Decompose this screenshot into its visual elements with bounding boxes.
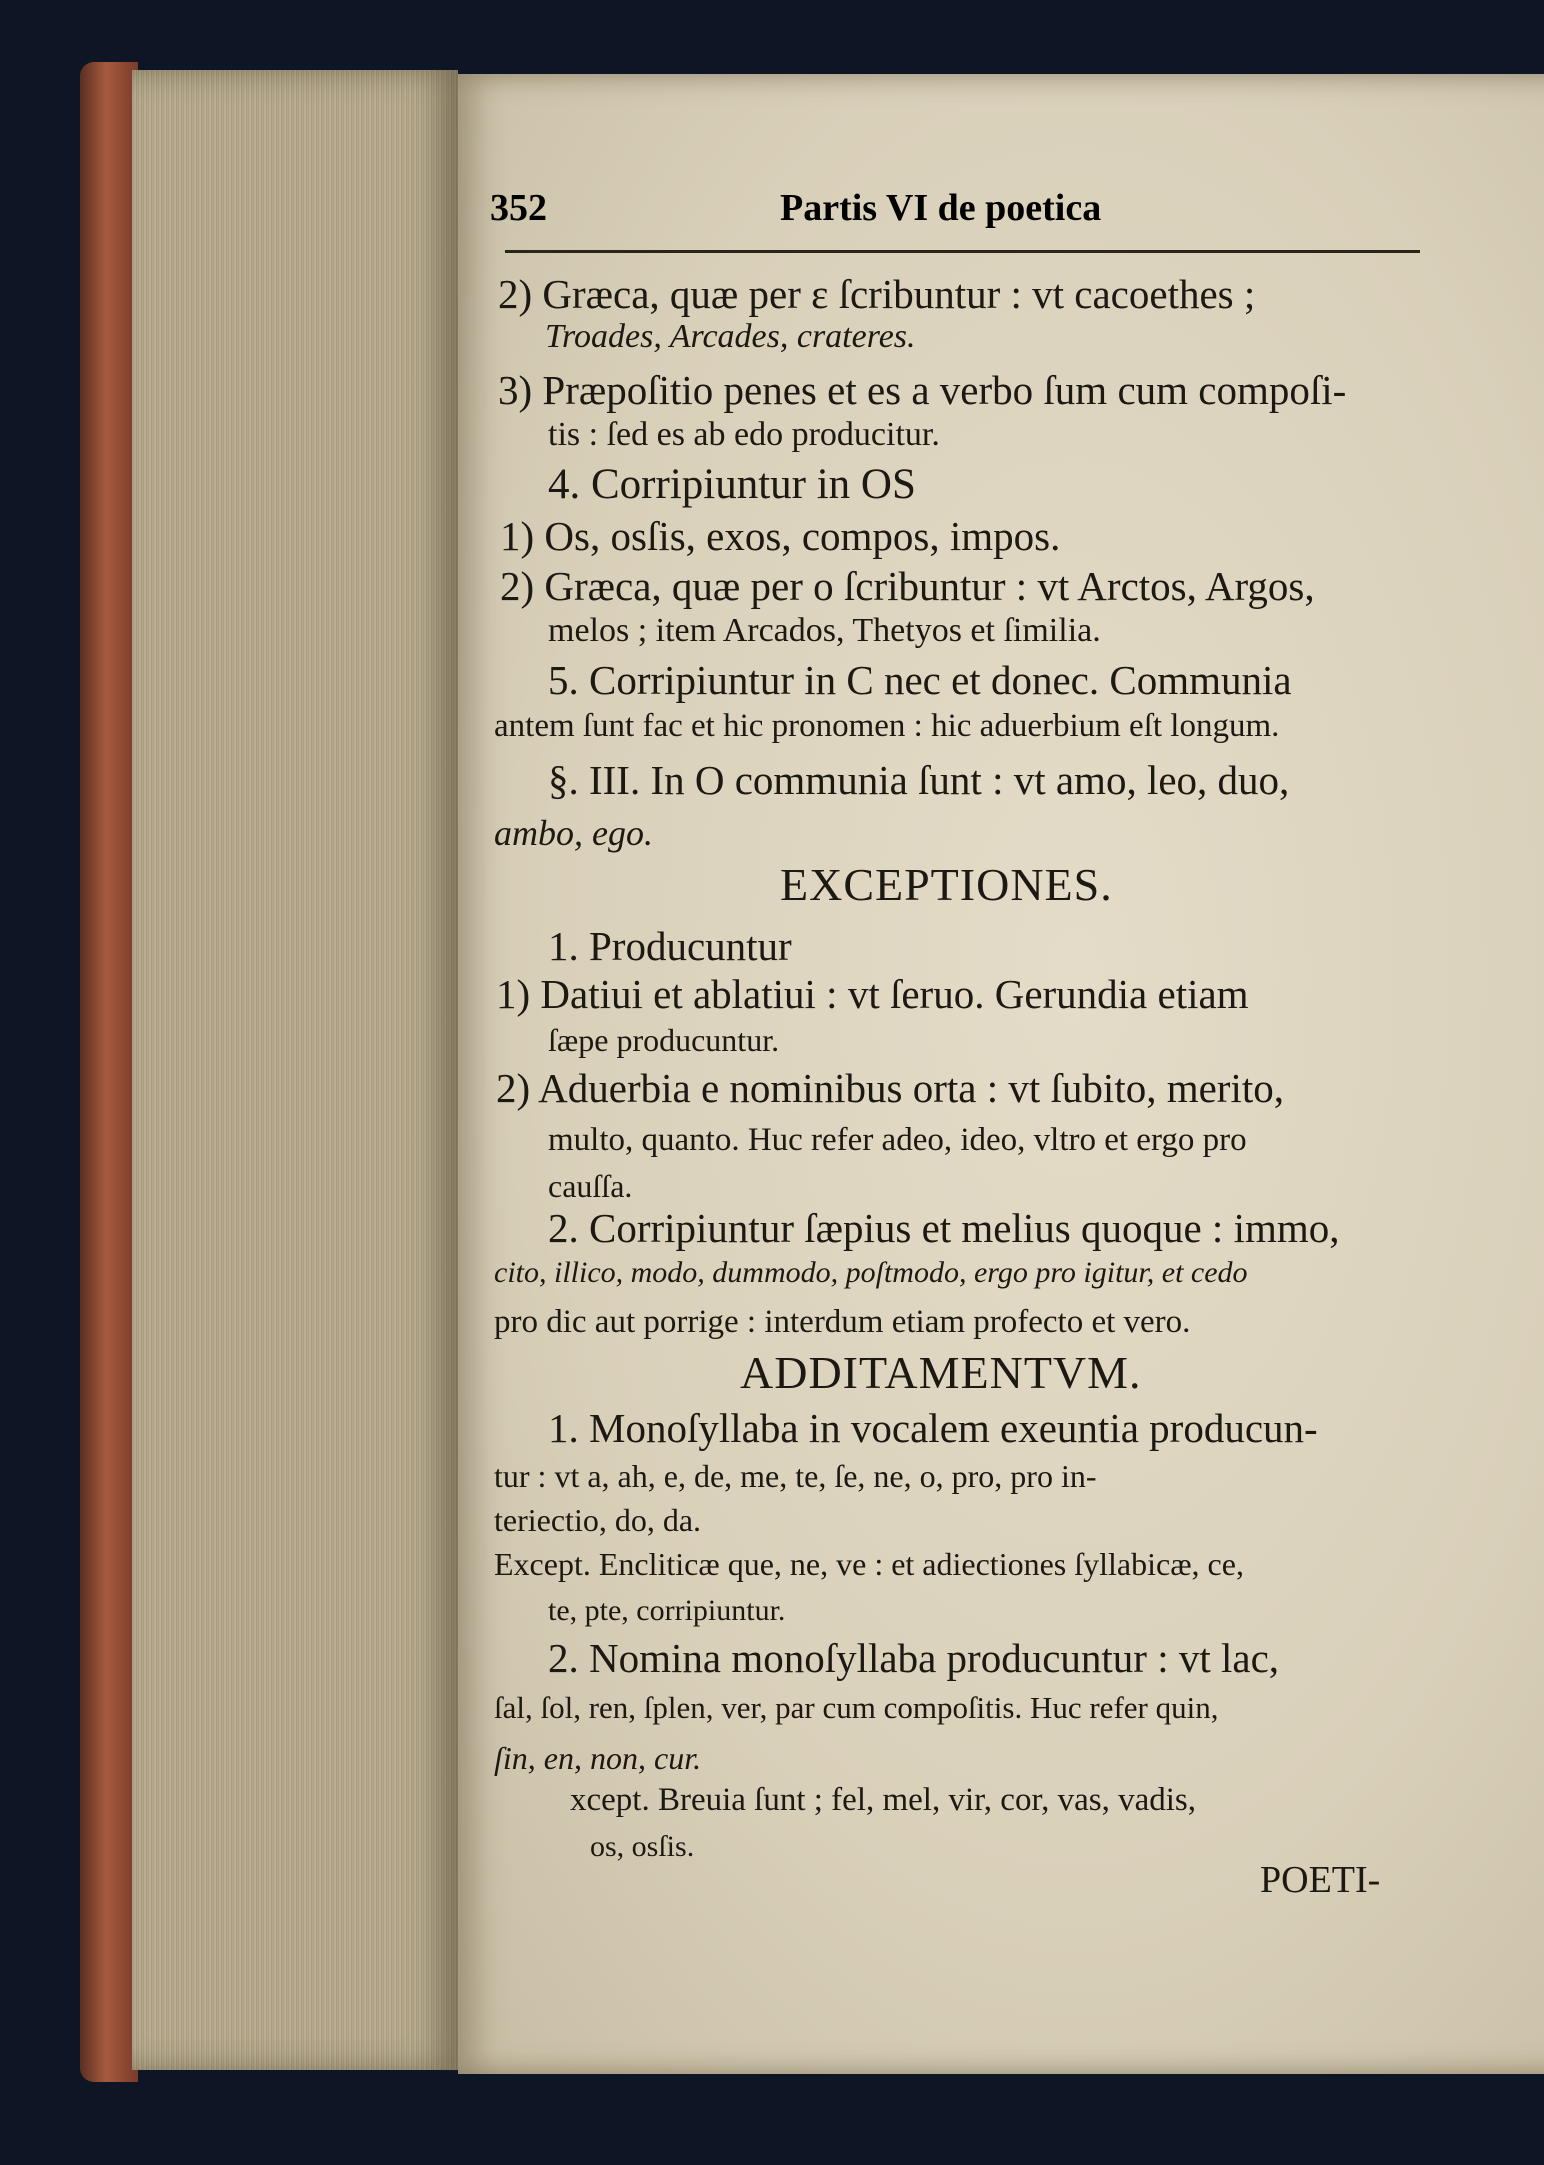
text-line: Troades, Arcades, crateres. (545, 318, 916, 355)
page-edges (132, 70, 458, 2070)
text-line: ſæpe producuntur. (548, 1022, 780, 1058)
text-line: melos ; item Arcados, Thetyos et ſimilia. (548, 612, 1101, 649)
text-line: antem ſunt fac et hic pronomen : hic aduerbium eſt longum. (494, 708, 1280, 744)
text-line: 4. Corripiuntur in OS (548, 461, 916, 508)
text-line: xcept. Breuia ſunt ; fel, mel, vir, cor, vas, vadis, (570, 1782, 1197, 1818)
text-line: te, pte, corripiuntur. (548, 1594, 786, 1627)
page-header (490, 186, 1420, 238)
book-cover-edge (80, 62, 138, 2082)
text-line: 1. Monoſyllaba in vocalem exeuntia producun- (548, 1405, 1318, 1451)
text-line: os, osſis. (590, 1830, 695, 1863)
text-line: 1) Os, osſis, exos, compos, impos. (500, 513, 1061, 559)
text-line: 3) Præpoſitio penes et es a verbo ſum cum compoſi- (498, 367, 1347, 413)
running-title: Partis VI de poetica (780, 187, 1102, 229)
text-line: pro dic aut porrige : interdum etiam profecto et vero. (494, 1304, 1191, 1340)
text-line: multo, quanto. Huc refer adeo, ideo, vltro et ergo pro (548, 1122, 1247, 1158)
text-line: 1) Datiui et ablatiui : vt ſeruo. Gerundia etiam (496, 971, 1249, 1017)
text-line: 2) Græca, quæ per o ſcribuntur : vt Arctos, Argos, (500, 563, 1315, 609)
text-line: Except. Encliticæ que, ne, ve : et adiectiones ſyllabicæ, ce, (494, 1546, 1244, 1582)
text-line: ambo, ego. (494, 813, 653, 853)
text-line: teriectio, do, da. (494, 1502, 702, 1538)
text-line: tis : ſed es ab edo producitur. (548, 416, 940, 453)
text-line: §. III. In O communia ſunt : vt amo, leo, duo, (548, 757, 1290, 803)
page-number: 352 (490, 187, 547, 229)
text-line: 2. Corripiuntur ſæpius et melius quoque : immo, (548, 1205, 1340, 1251)
section-heading: EXCEPTIONES. (780, 859, 1113, 910)
header-rule (505, 250, 1420, 253)
text-line: 5. Corripiuntur in C nec et donec. Communia (548, 657, 1292, 703)
text-line: 2) Aduerbia e nominibus orta : vt ſubito, merito, (496, 1065, 1284, 1111)
text-line: 1. Producuntur (548, 923, 792, 969)
text-line: ſal, ſol, ren, ſplen, ver, par cum compoſitis. Huc refer quin, (494, 1690, 1219, 1725)
text-line: cauſſa. (548, 1168, 633, 1204)
section-heading: ADDITAMENTVM. (740, 1347, 1142, 1398)
text-line: ſin, en, non, cur. (494, 1740, 702, 1776)
text-line: cito, illico, modo, dummodo, poſtmodo, ergo pro igitur, et cedo (494, 1256, 1248, 1289)
text-line: 2. Nomina monoſyllaba producuntur : vt lac, (548, 1635, 1280, 1681)
catchword: POETI- (1260, 1859, 1381, 1901)
text-line: 2) Græca, quæ per ε ſcribuntur : vt cacoethes ; (498, 271, 1256, 317)
text-line: tur : vt a, ah, e, de, me, te, ſe, ne, o, pro, pro in- (494, 1458, 1097, 1494)
